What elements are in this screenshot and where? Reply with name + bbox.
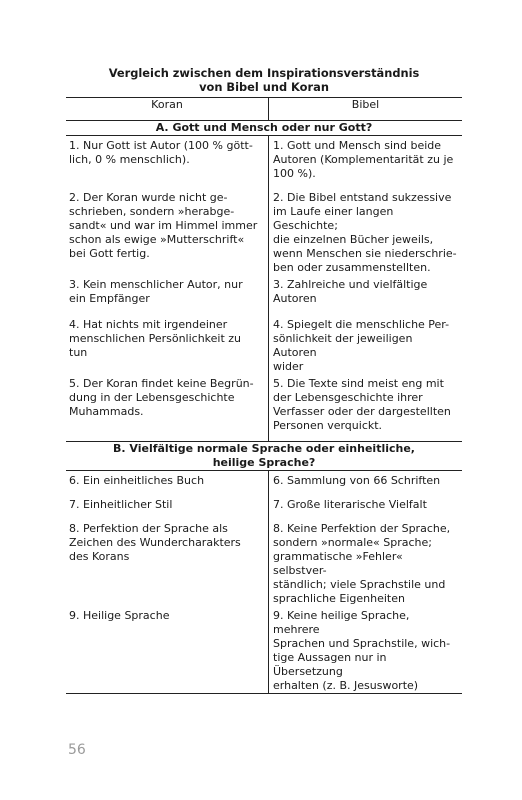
comparison-table <box>66 97 462 694</box>
koran-cell-line: schrieben, sondern »herabge- <box>69 204 235 218</box>
bibel-cell <box>269 315 463 374</box>
table-row <box>66 374 462 442</box>
bibel-cell-line: tige Aussagen nur in Übersetzung <box>273 650 387 678</box>
bibel-cell-line: Sprachen und Sprachstile, wich- <box>273 636 451 650</box>
koran-cell-line: 8. Perfektion der Sprache als <box>69 521 228 535</box>
bibel-cell <box>269 275 463 315</box>
bibel-cell-line: ständlich; viele Sprachstile und <box>273 577 446 591</box>
bibel-cell <box>269 606 463 694</box>
page-number: 56 <box>68 742 86 758</box>
table-row <box>66 275 462 315</box>
bibel-cell <box>269 471 463 495</box>
bibel-cell-line: 4. Spiegelt die menschliche Per- <box>273 317 450 331</box>
section-heading-line: B. Vielfältige normale Sprache oder einheitliche, <box>113 442 415 455</box>
koran-cell <box>66 519 269 606</box>
bibel-cell-line: sönlichkeit der jeweiligen Autoren <box>273 331 413 359</box>
bibel-cell-line: 3. Zahlreiche und vielfältige <box>273 277 428 291</box>
koran-cell-line: menschlichen Persönlichkeit zu <box>69 331 242 345</box>
koran-cell-line: tun <box>69 345 88 359</box>
title-line-2: von Bibel und Koran <box>199 80 329 94</box>
bibel-cell <box>269 495 463 519</box>
koran-cell-line: schon als ewige »Mutterschrift« <box>69 232 245 246</box>
bibel-cell-line: Verfasser oder der dargestellten <box>273 404 451 418</box>
table-row <box>66 188 462 275</box>
koran-cell-line: dung in der Lebensgeschichte <box>69 390 235 404</box>
koran-cell-line: 9. Heilige Sprache <box>69 608 170 622</box>
table-row <box>66 315 462 374</box>
koran-cell-line: Zeichen des Wundercharakters <box>69 535 241 549</box>
koran-cell <box>66 606 269 694</box>
koran-cell-line: bei Gott fertig. <box>69 246 150 260</box>
table-row <box>66 136 462 188</box>
bibel-cell-line: 2. Die Bibel entstand sukzessive <box>273 190 452 204</box>
bibel-cell <box>269 136 463 188</box>
table-header-row <box>66 98 462 121</box>
koran-cell <box>66 315 269 374</box>
bibel-cell-line: die einzelnen Bücher jeweils, <box>273 232 434 246</box>
title-line-1: Vergleich zwischen dem Inspirationsverständnis <box>108 66 420 80</box>
bibel-cell-line: 8. Keine Perfektion der Sprache, <box>273 521 451 535</box>
bibel-cell-line: 9. Keine heilige Sprache, mehrere <box>273 608 410 636</box>
koran-cell-line: sandt« und war im Himmel immer <box>69 218 258 232</box>
section-heading-line: A. Gott und Mensch oder nur Gott? <box>155 121 373 134</box>
bibel-cell-line: wider <box>273 359 304 373</box>
bibel-cell <box>269 519 463 606</box>
koran-cell-line: Muhammads. <box>69 404 144 418</box>
column-header-koran: Koran <box>66 98 269 121</box>
table-row <box>66 471 462 495</box>
koran-cell <box>66 374 269 442</box>
bibel-cell-line: ben oder zusammenstellten. <box>273 260 431 274</box>
koran-cell-line: des Korans <box>69 549 130 563</box>
bibel-cell-line: 1. Gott und Mensch sind beide <box>273 139 442 152</box>
bibel-cell-line: wenn Menschen sie niederschrie- <box>273 246 457 260</box>
koran-cell-line: 6. Ein einheitliches Buch <box>69 474 205 487</box>
bibel-cell-line: 6. Sammlung von 66 Schriften <box>273 474 441 487</box>
column-header-bibel: Bibel <box>269 98 463 121</box>
koran-cell-line: 7. Einheitlicher Stil <box>69 497 173 511</box>
bibel-cell-line: sprachliche Eigenheiten <box>273 591 405 605</box>
bibel-cell-line: im Laufe einer langen Geschichte; <box>273 204 394 232</box>
section-heading-line: heilige Sprache? <box>212 456 316 469</box>
bibel-cell <box>269 188 463 275</box>
bibel-cell-line: der Lebensgeschichte ihrer <box>273 390 423 404</box>
page-title <box>66 66 462 94</box>
koran-cell-line: 4. Hat nichts mit irgendeiner <box>69 317 228 331</box>
koran-cell <box>66 495 269 519</box>
koran-cell <box>66 471 269 495</box>
bibel-cell-line: Personen verquickt. <box>273 418 383 432</box>
bibel-cell-line: grammatische »Fehler« selbstver- <box>273 549 403 577</box>
koran-cell <box>66 188 269 275</box>
koran-cell-line: 5. Der Koran findet keine Begrün- <box>69 376 254 390</box>
section-heading-row <box>66 442 462 471</box>
koran-cell-line: ein Empfänger <box>69 291 150 305</box>
bibel-cell-line: 7. Große literarische Vielfalt <box>273 497 427 511</box>
koran-cell <box>66 136 269 188</box>
bibel-cell-line: sondern »normale« Sprache; <box>273 535 432 549</box>
bibel-cell-line: 100 %). <box>273 167 316 180</box>
bibel-cell-line: Autoren (Komplementarität zu je <box>273 153 454 166</box>
koran-cell-line: 1. Nur Gott ist Autor (100 % gött- <box>69 139 253 152</box>
koran-cell <box>66 275 269 315</box>
bibel-cell-line: erhalten (z. B. Jesusworte) <box>273 678 419 692</box>
section-heading <box>66 121 462 136</box>
koran-cell-line: 3. Kein menschlicher Autor, nur <box>69 277 243 291</box>
section-heading-row <box>66 121 462 136</box>
koran-cell-line: 2. Der Koran wurde nicht ge- <box>69 190 228 204</box>
table-row <box>66 606 462 694</box>
table-row <box>66 519 462 606</box>
table-row <box>66 495 462 519</box>
koran-cell-line: lich, 0 % menschlich). <box>69 153 190 166</box>
bibel-cell <box>269 374 463 442</box>
bibel-cell-line: 5. Die Texte sind meist eng mit <box>273 376 444 390</box>
bibel-cell-line: Autoren <box>273 291 317 305</box>
section-heading <box>66 442 462 471</box>
